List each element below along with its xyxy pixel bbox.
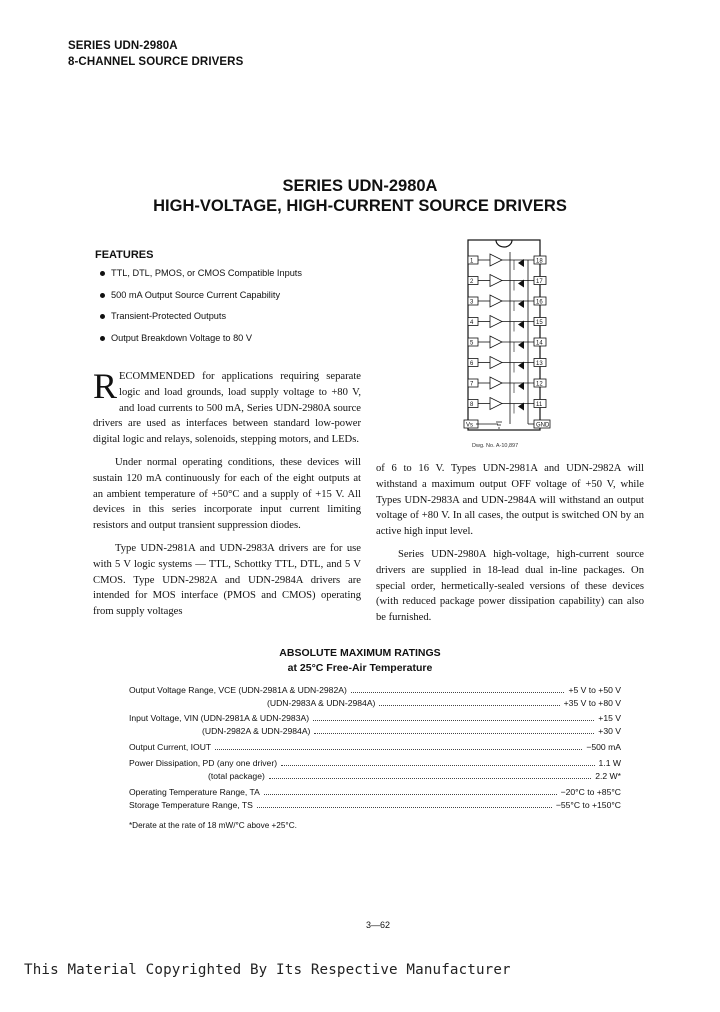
right-pin-label: 16 xyxy=(536,299,543,306)
rating-row: (UDN-2982A & UDN-2984A) +30 V xyxy=(202,726,621,736)
copyright-notice: This Material Copyrighted By Its Respective Manufacturer xyxy=(24,962,511,978)
right-pin-label: 13 xyxy=(536,361,543,367)
left-pin-label: 8 xyxy=(470,402,474,408)
paragraph-operating: Under normal operating conditions, these devices will sustain 120 mA continuously for each of the eight outputs at an ambient temperature of +50°C and a supply of +15 V. All devices in this series incorporate input current limiting resistors and output transient suppression diodes. xyxy=(93,456,361,532)
ratings-title: ABSOLUTE MAXIMUM RATINGS xyxy=(279,647,441,659)
left-pin-label: 6 xyxy=(470,361,474,367)
diagram-caption: Dwg. No. A-10,897 xyxy=(472,443,519,449)
bullet-icon xyxy=(100,336,105,341)
bullet-icon xyxy=(100,271,105,276)
paragraph-packages: Series UDN-2980A high-voltage, high-current source drivers are supplied in 18-lead dual in-line packages. On special order, hermetically-sealed versions of these devices (with reduced package power dissipation capability) can also be furnished. xyxy=(376,548,644,624)
page-number: 3—62 xyxy=(366,920,391,930)
driver-triangle-icon xyxy=(490,357,502,369)
paragraph-voltages: of 6 to 16 V. Types UDN-2981A and UDN-2982A will withstand a maximum output OFF voltage of +50 V, while Types UDN-2983A and UDN-2984A will withstand an output voltage of +80 V. In all cases, the output is switched ON by an active high input level. xyxy=(376,463,644,538)
feature-item: Transient-Protected Outputs xyxy=(100,311,302,333)
header-subtitle: 8-CHANNEL SOURCE DRIVERS xyxy=(68,56,244,68)
pinout-diagram xyxy=(452,238,652,454)
bullet-icon xyxy=(100,293,105,298)
left-pin-label: 7 xyxy=(470,381,474,388)
leader-dots xyxy=(257,807,552,808)
rating-row: Storage Temperature Range, TS −55°C to +150°C xyxy=(129,800,621,810)
header-series: SERIES UDN-2980A xyxy=(68,40,178,52)
rating-row: Output Current, IOUT −500 mA xyxy=(129,742,621,752)
left-pin-label: 4 xyxy=(470,320,474,326)
package-notch xyxy=(496,240,512,247)
right-pin-label: 12 xyxy=(536,381,543,388)
ratings-footnote: *Derate at the rate of 18 mW/°C above +25°C. xyxy=(129,821,297,830)
left-pin-label: 5 xyxy=(470,340,474,347)
features-heading: FEATURES xyxy=(95,249,154,261)
driver-triangle-icon xyxy=(490,316,502,328)
rating-row: Output Voltage Range, VCE (UDN-2981A & UDN-2982A) +5 V to +50 V xyxy=(129,685,621,695)
right-pin-label: 18 xyxy=(536,258,543,265)
leader-dots xyxy=(269,778,591,779)
pin-group xyxy=(464,252,550,429)
rating-row: (UDN-2983A & UDN-2984A) +35 V to +80 V xyxy=(267,698,621,708)
feature-item: TTL, DTL, PMOS, or CMOS Compatible Inputs xyxy=(100,268,302,290)
left-pin-label: 2 xyxy=(470,279,474,285)
rating-row: (total package) 2.2 W* xyxy=(208,771,621,781)
feature-item: 500 mA Output Source Current Capability xyxy=(100,290,302,312)
driver-triangle-icon xyxy=(490,254,502,266)
bullet-icon xyxy=(100,314,105,319)
right-pin-label: 14 xyxy=(536,340,543,347)
left-pin-label: 1 xyxy=(470,258,474,265)
title-line-1: SERIES UDN-2980A xyxy=(282,177,438,195)
leader-dots xyxy=(379,705,559,706)
driver-triangle-icon xyxy=(490,295,502,307)
leader-dots xyxy=(215,749,582,750)
right-pin-label: 15 xyxy=(536,320,543,326)
driver-triangle-icon xyxy=(490,377,502,389)
leader-dots xyxy=(351,692,565,693)
left-pin-label: Vs xyxy=(466,422,474,429)
running-header xyxy=(68,38,243,70)
leader-dots xyxy=(313,720,594,721)
left-pin-label: 3 xyxy=(470,299,474,306)
leader-dots xyxy=(281,765,594,766)
paragraph-intro: RECOMMENDED for applications requiring separate logic and load grounds, load supply voltage to +80 V, and load currents to 500 mA, Series UDN-2980A source drivers are used as interfaces between standard low-power digital logic and relays, solenoids, stepping motors, and LEDs. xyxy=(93,366,361,446)
paragraph-types: Type UDN-2981A and UDN-2983A drivers are for use with 5 V logic systems — TTL, Schottky TTL, DTL, and 5 V CMOS. Type UDN-2982A and UDN-2984A drivers are intended for MOS interface (PMOS and CMOS) operating from supply voltages xyxy=(93,542,361,618)
ground-symbol-icon xyxy=(496,422,502,428)
drop-cap: R xyxy=(93,366,118,406)
ratings-subtitle: at 25°C Free-Air Temperature xyxy=(287,662,433,674)
feature-item: Output Breakdown Voltage to 80 V xyxy=(100,333,302,355)
title-line-2: HIGH-VOLTAGE, HIGH-CURRENT SOURCE DRIVERS xyxy=(153,197,567,215)
body-right-column xyxy=(376,461,644,626)
features-list xyxy=(100,268,302,354)
driver-triangle-icon xyxy=(490,398,502,410)
right-pin-label: 11 xyxy=(536,402,543,408)
body-left-column xyxy=(93,366,361,620)
driver-triangle-icon xyxy=(490,336,502,348)
leader-dots xyxy=(314,733,594,734)
package-outline xyxy=(468,240,540,430)
rating-row: Input Voltage, VIN (UDN-2981A & UDN-2983A) +15 V xyxy=(129,713,621,723)
right-pin-label: 17 xyxy=(536,279,543,285)
rating-row: Power Dissipation, PD (any one driver) 1.1 W xyxy=(129,758,621,768)
right-pin-label: GND xyxy=(536,422,550,429)
leader-dots xyxy=(264,794,557,795)
driver-triangle-icon xyxy=(490,275,502,287)
rating-row: Operating Temperature Range, TA −20°C to +85°C xyxy=(129,787,621,797)
